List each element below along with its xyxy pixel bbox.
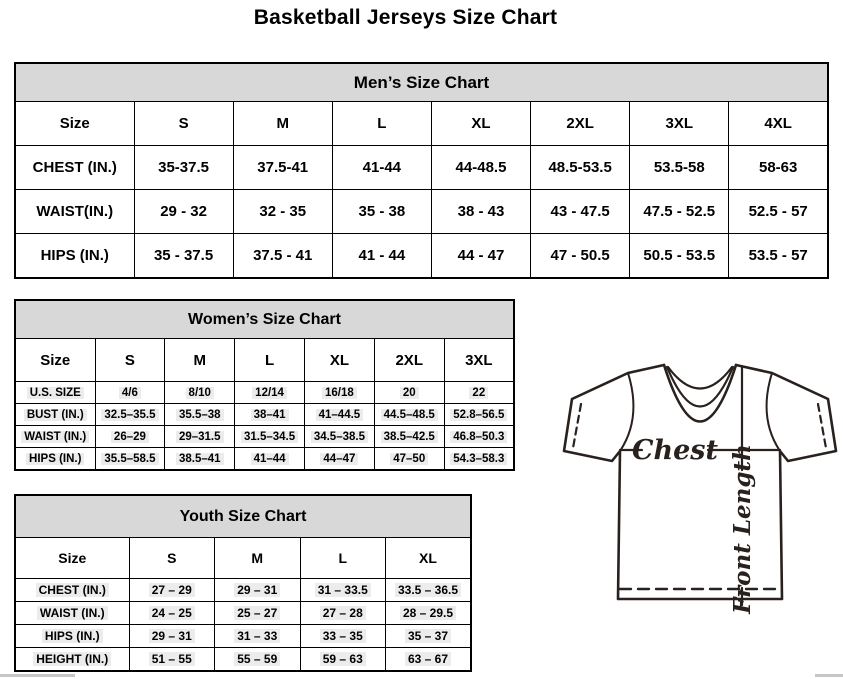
- size-value-cell: 63 – 67: [386, 648, 472, 672]
- size-value-cell: 24 – 25: [129, 602, 215, 625]
- size-value-cell: 12/14: [235, 382, 305, 404]
- size-value-cell: 31 – 33.5: [300, 579, 386, 602]
- column-header: M: [215, 538, 301, 579]
- size-value-cell: 37.5 - 41: [233, 234, 332, 279]
- size-value-cell: 8/10: [165, 382, 235, 404]
- size-value-cell: 27 – 28: [300, 602, 386, 625]
- table-row: [15, 448, 514, 471]
- size-value-cell: 32 - 35: [233, 190, 332, 234]
- row-label: HIPS (IN.): [15, 625, 129, 648]
- size-value-cell: 41–44: [235, 448, 305, 471]
- column-header: Size: [15, 339, 95, 382]
- table-row: [15, 648, 471, 672]
- size-value-cell: 27 – 29: [129, 579, 215, 602]
- size-value-cell: 38.5–42.5: [374, 426, 444, 448]
- chest-label: Chest: [632, 435, 718, 466]
- jersey-measurement-diagram: [556, 358, 843, 628]
- size-value-cell: 44.5–48.5: [374, 404, 444, 426]
- size-value-cell: 53.5 - 57: [729, 234, 828, 279]
- column-header: L: [332, 102, 431, 146]
- size-value-cell: 29–31.5: [165, 426, 235, 448]
- column-header: M: [233, 102, 332, 146]
- mens-size-table: [14, 62, 829, 279]
- section-title-row: [15, 495, 471, 538]
- size-value-cell: 52.8–56.5: [444, 404, 514, 426]
- column-header: S: [95, 339, 165, 382]
- size-value-cell: 54.3–58.3: [444, 448, 514, 471]
- section-title: Women’s Size Chart: [15, 300, 514, 339]
- size-value-cell: 26–29: [95, 426, 165, 448]
- size-value-cell: 31 – 33: [215, 625, 301, 648]
- size-value-cell: 38–41: [235, 404, 305, 426]
- row-label: HIPS (IN.): [15, 448, 95, 471]
- size-value-cell: 25 – 27: [215, 602, 301, 625]
- front-length-label: Front Length: [729, 444, 756, 614]
- size-value-cell: 37.5-41: [233, 146, 332, 190]
- column-header: 4XL: [729, 102, 828, 146]
- row-label: HEIGHT (IN.): [15, 648, 129, 672]
- size-value-cell: 38 - 43: [431, 190, 530, 234]
- size-value-cell: 44-48.5: [431, 146, 530, 190]
- row-label: BUST (IN.): [15, 404, 95, 426]
- size-value-cell: 35 - 37.5: [134, 234, 233, 279]
- column-header: M: [165, 339, 235, 382]
- size-value-cell: 32.5–35.5: [95, 404, 165, 426]
- size-value-cell: 46.8–50.3: [444, 426, 514, 448]
- size-value-cell: 29 - 32: [134, 190, 233, 234]
- column-header: L: [235, 339, 305, 382]
- size-value-cell: 29 – 31: [129, 625, 215, 648]
- table-row: [15, 234, 828, 279]
- size-value-cell: 48.5-53.5: [531, 146, 630, 190]
- section-title: Youth Size Chart: [15, 495, 471, 538]
- size-value-cell: 33 – 35: [300, 625, 386, 648]
- size-value-cell: 33.5 – 36.5: [386, 579, 472, 602]
- horizontal-scrollbar-left-fragment[interactable]: [0, 674, 75, 677]
- column-header: 3XL: [630, 102, 729, 146]
- size-value-cell: 4/6: [95, 382, 165, 404]
- size-value-cell: 29 – 31: [215, 579, 301, 602]
- row-label: WAIST (IN.): [15, 602, 129, 625]
- row-label: CHEST (IN.): [15, 579, 129, 602]
- size-value-cell: 35.5–58.5: [95, 448, 165, 471]
- column-header: 2XL: [531, 102, 630, 146]
- table-row: [15, 426, 514, 448]
- column-header: L: [300, 538, 386, 579]
- jersey-outline: [564, 365, 836, 599]
- column-header-row: [15, 102, 828, 146]
- table-row: [15, 625, 471, 648]
- size-value-cell: 22: [444, 382, 514, 404]
- size-value-cell: 44 - 47: [431, 234, 530, 279]
- column-header: S: [129, 538, 215, 579]
- size-value-cell: 16/18: [304, 382, 374, 404]
- size-value-cell: 20: [374, 382, 444, 404]
- table-row: [15, 602, 471, 625]
- section-title: Men’s Size Chart: [15, 63, 828, 102]
- row-label: CHEST (IN.): [15, 146, 134, 190]
- section-title-row: [15, 300, 514, 339]
- size-value-cell: 58-63: [729, 146, 828, 190]
- table-row: [15, 146, 828, 190]
- womens-size-table: [14, 299, 515, 471]
- column-header-row: [15, 538, 471, 579]
- section-title-row: [15, 63, 828, 102]
- size-value-cell: 47–50: [374, 448, 444, 471]
- size-value-cell: 35-37.5: [134, 146, 233, 190]
- size-value-cell: 41 - 44: [332, 234, 431, 279]
- table-row: [15, 382, 514, 404]
- size-value-cell: 52.5 - 57: [729, 190, 828, 234]
- size-value-cell: 59 – 63: [300, 648, 386, 672]
- row-label: U.S. SIZE: [15, 382, 95, 404]
- size-value-cell: 55 – 59: [215, 648, 301, 672]
- horizontal-scrollbar-right-fragment[interactable]: [815, 674, 843, 677]
- row-label: HIPS (IN.): [15, 234, 134, 279]
- column-header: Size: [15, 538, 129, 579]
- table-row: [15, 579, 471, 602]
- size-value-cell: 51 – 55: [129, 648, 215, 672]
- size-value-cell: 44–47: [304, 448, 374, 471]
- table-row: [15, 404, 514, 426]
- column-header: 2XL: [374, 339, 444, 382]
- table-row: [15, 190, 828, 234]
- column-header: S: [134, 102, 233, 146]
- page-title: Basketball Jerseys Size Chart: [253, 6, 558, 29]
- size-value-cell: 35.5–38: [165, 404, 235, 426]
- row-label: WAIST (IN.): [15, 426, 95, 448]
- column-header: XL: [386, 538, 472, 579]
- size-value-cell: 35 - 38: [332, 190, 431, 234]
- size-value-cell: 43 - 47.5: [531, 190, 630, 234]
- row-label: WAIST(IN.): [15, 190, 134, 234]
- size-value-cell: 38.5–41: [165, 448, 235, 471]
- size-value-cell: 53.5-58: [630, 146, 729, 190]
- size-value-cell: 50.5 - 53.5: [630, 234, 729, 279]
- size-value-cell: 28 – 29.5: [386, 602, 472, 625]
- column-header-row: [15, 339, 514, 382]
- column-header: Size: [15, 102, 134, 146]
- size-value-cell: 41–44.5: [304, 404, 374, 426]
- size-value-cell: 41-44: [332, 146, 431, 190]
- jersey-illustration: [556, 358, 843, 628]
- youth-size-table: [14, 494, 472, 672]
- size-value-cell: 31.5–34.5: [235, 426, 305, 448]
- size-value-cell: 35 – 37: [386, 625, 472, 648]
- column-header: XL: [431, 102, 530, 146]
- size-value-cell: 34.5–38.5: [304, 426, 374, 448]
- column-header: 3XL: [444, 339, 514, 382]
- size-value-cell: 47.5 - 52.5: [630, 190, 729, 234]
- size-value-cell: 47 - 50.5: [531, 234, 630, 279]
- column-header: XL: [304, 339, 374, 382]
